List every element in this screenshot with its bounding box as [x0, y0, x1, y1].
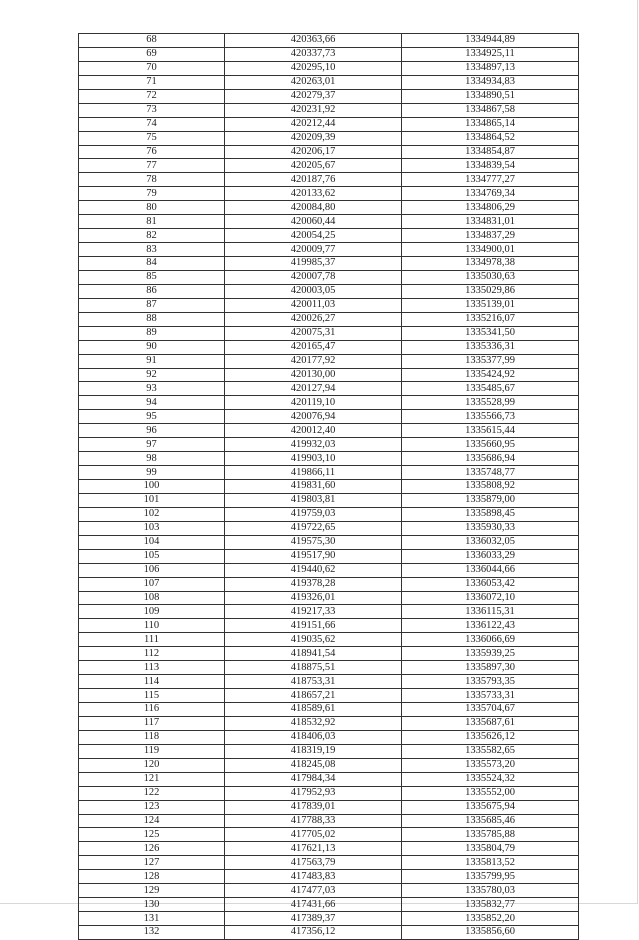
y-coordinate-cell: 1335748,77	[402, 466, 579, 480]
point-number-cell: 71	[79, 75, 225, 89]
x-coordinate-cell: 420084,80	[225, 201, 402, 215]
point-number-cell: 105	[79, 549, 225, 563]
x-coordinate-cell: 418753,31	[225, 675, 402, 689]
y-coordinate-cell: 1335660,95	[402, 438, 579, 452]
point-number-cell: 112	[79, 647, 225, 661]
point-number-cell: 118	[79, 730, 225, 744]
x-coordinate-cell: 417952,93	[225, 786, 402, 800]
y-coordinate-cell: 1335524,32	[402, 772, 579, 786]
table-row	[79, 270, 579, 284]
y-coordinate-cell: 1335686,94	[402, 452, 579, 466]
table-row	[79, 563, 579, 577]
x-coordinate-cell: 419722,65	[225, 521, 402, 535]
table-row	[79, 730, 579, 744]
x-coordinate-cell: 419903,10	[225, 452, 402, 466]
table-row	[79, 298, 579, 312]
y-coordinate-cell: 1334865,14	[402, 117, 579, 131]
table-row	[79, 884, 579, 898]
y-coordinate-cell: 1335898,45	[402, 507, 579, 521]
x-coordinate-cell: 419866,11	[225, 466, 402, 480]
point-number-cell: 109	[79, 605, 225, 619]
y-coordinate-cell: 1335566,73	[402, 410, 579, 424]
table-row	[79, 312, 579, 326]
table-row	[79, 466, 579, 480]
point-number-cell: 130	[79, 898, 225, 912]
x-coordinate-cell: 417477,03	[225, 884, 402, 898]
x-coordinate-cell: 420231,92	[225, 103, 402, 117]
y-coordinate-cell: 1334934,83	[402, 75, 579, 89]
y-coordinate-cell: 1335930,33	[402, 521, 579, 535]
point-number-cell: 114	[79, 675, 225, 689]
point-number-cell: 78	[79, 173, 225, 187]
table-row	[79, 131, 579, 145]
table-row	[79, 577, 579, 591]
point-number-cell: 123	[79, 800, 225, 814]
y-coordinate-cell: 1334944,89	[402, 34, 579, 48]
x-coordinate-cell: 419985,37	[225, 257, 402, 271]
table-row	[79, 619, 579, 633]
point-number-cell: 113	[79, 661, 225, 675]
x-coordinate-cell: 419517,90	[225, 549, 402, 563]
x-coordinate-cell: 420009,77	[225, 243, 402, 257]
x-coordinate-cell: 420054,25	[225, 229, 402, 243]
y-coordinate-cell: 1334806,29	[402, 201, 579, 215]
table-row	[79, 772, 579, 786]
point-number-cell: 131	[79, 912, 225, 926]
x-coordinate-cell: 417389,37	[225, 912, 402, 926]
point-number-cell: 101	[79, 493, 225, 507]
x-coordinate-cell: 420130,00	[225, 368, 402, 382]
table-row	[79, 61, 579, 75]
y-coordinate-cell: 1334777,27	[402, 173, 579, 187]
table-row	[79, 912, 579, 926]
y-coordinate-cell: 1335687,61	[402, 716, 579, 730]
point-number-cell: 115	[79, 689, 225, 703]
table-row	[79, 396, 579, 410]
table-row	[79, 340, 579, 354]
table-row	[79, 145, 579, 159]
table-row	[79, 159, 579, 173]
y-coordinate-cell: 1335804,79	[402, 842, 579, 856]
table-row	[79, 856, 579, 870]
coordinates-table-body	[79, 34, 579, 940]
y-coordinate-cell: 1335939,25	[402, 647, 579, 661]
point-number-cell: 83	[79, 243, 225, 257]
y-coordinate-cell: 1335341,50	[402, 326, 579, 340]
x-coordinate-cell: 420279,37	[225, 89, 402, 103]
x-coordinate-cell: 417984,34	[225, 772, 402, 786]
y-coordinate-cell: 1335139,01	[402, 298, 579, 312]
y-coordinate-cell: 1335852,20	[402, 912, 579, 926]
table-row	[79, 744, 579, 758]
point-number-cell: 127	[79, 856, 225, 870]
table-row	[79, 424, 579, 438]
table-row	[79, 243, 579, 257]
point-number-cell: 76	[79, 145, 225, 159]
point-number-cell: 117	[79, 716, 225, 730]
x-coordinate-cell: 420263,01	[225, 75, 402, 89]
point-number-cell: 73	[79, 103, 225, 117]
table-row	[79, 75, 579, 89]
table-row	[79, 452, 579, 466]
x-coordinate-cell: 420026,27	[225, 312, 402, 326]
point-number-cell: 99	[79, 466, 225, 480]
table-row	[79, 438, 579, 452]
y-coordinate-cell: 1335216,07	[402, 312, 579, 326]
x-coordinate-cell: 417621,13	[225, 842, 402, 856]
y-coordinate-cell: 1335336,31	[402, 340, 579, 354]
x-coordinate-cell: 419759,03	[225, 507, 402, 521]
table-row	[79, 828, 579, 842]
y-coordinate-cell: 1335733,31	[402, 689, 579, 703]
point-number-cell: 87	[79, 298, 225, 312]
point-number-cell: 70	[79, 61, 225, 75]
y-coordinate-cell: 1334831,01	[402, 215, 579, 229]
y-coordinate-cell: 1334978,38	[402, 257, 579, 271]
y-coordinate-cell: 1336053,42	[402, 577, 579, 591]
x-coordinate-cell: 419151,66	[225, 619, 402, 633]
point-number-cell: 128	[79, 870, 225, 884]
x-coordinate-cell: 419803,81	[225, 493, 402, 507]
point-number-cell: 89	[79, 326, 225, 340]
table-row	[79, 591, 579, 605]
y-coordinate-cell: 1334839,54	[402, 159, 579, 173]
table-row	[79, 716, 579, 730]
point-number-cell: 68	[79, 34, 225, 48]
point-number-cell: 75	[79, 131, 225, 145]
y-coordinate-cell: 1335377,99	[402, 354, 579, 368]
x-coordinate-cell: 420337,73	[225, 47, 402, 61]
y-coordinate-cell: 1335879,00	[402, 493, 579, 507]
x-coordinate-cell: 420177,92	[225, 354, 402, 368]
x-coordinate-cell: 417563,79	[225, 856, 402, 870]
y-coordinate-cell: 1336072,10	[402, 591, 579, 605]
x-coordinate-cell: 420212,44	[225, 117, 402, 131]
table-row	[79, 493, 579, 507]
y-coordinate-cell: 1334900,01	[402, 243, 579, 257]
y-coordinate-cell: 1334925,11	[402, 47, 579, 61]
y-coordinate-cell: 1335485,67	[402, 382, 579, 396]
x-coordinate-cell: 417356,12	[225, 926, 402, 940]
point-number-cell: 110	[79, 619, 225, 633]
point-number-cell: 95	[79, 410, 225, 424]
y-coordinate-cell: 1334769,34	[402, 187, 579, 201]
point-number-cell: 111	[79, 633, 225, 647]
point-number-cell: 80	[79, 201, 225, 215]
y-coordinate-cell: 1335813,52	[402, 856, 579, 870]
point-number-cell: 91	[79, 354, 225, 368]
x-coordinate-cell: 419831,60	[225, 480, 402, 494]
table-row	[79, 382, 579, 396]
x-coordinate-cell: 420076,94	[225, 410, 402, 424]
point-number-cell: 108	[79, 591, 225, 605]
point-number-cell: 90	[79, 340, 225, 354]
x-coordinate-cell: 418245,08	[225, 758, 402, 772]
table-row	[79, 368, 579, 382]
point-number-cell: 82	[79, 229, 225, 243]
x-coordinate-cell: 420012,40	[225, 424, 402, 438]
point-number-cell: 104	[79, 535, 225, 549]
x-coordinate-cell: 420075,31	[225, 326, 402, 340]
y-coordinate-cell: 1334897,13	[402, 61, 579, 75]
y-coordinate-cell: 1336066,69	[402, 633, 579, 647]
y-coordinate-cell: 1335582,65	[402, 744, 579, 758]
y-coordinate-cell: 1335626,12	[402, 730, 579, 744]
x-coordinate-cell: 419326,01	[225, 591, 402, 605]
x-coordinate-cell: 417788,33	[225, 814, 402, 828]
table-row	[79, 758, 579, 772]
y-coordinate-cell: 1335808,92	[402, 480, 579, 494]
y-coordinate-cell: 1335552,00	[402, 786, 579, 800]
point-number-cell: 92	[79, 368, 225, 382]
table-row	[79, 521, 579, 535]
point-number-cell: 121	[79, 772, 225, 786]
table-row	[79, 103, 579, 117]
point-number-cell: 116	[79, 703, 225, 717]
table-row	[79, 647, 579, 661]
x-coordinate-cell: 418941,54	[225, 647, 402, 661]
point-number-cell: 98	[79, 452, 225, 466]
x-coordinate-cell: 419217,33	[225, 605, 402, 619]
table-row	[79, 689, 579, 703]
y-coordinate-cell: 1335856,60	[402, 926, 579, 940]
point-number-cell: 102	[79, 507, 225, 521]
x-coordinate-cell: 420003,05	[225, 284, 402, 298]
point-number-cell: 96	[79, 424, 225, 438]
x-coordinate-cell: 417705,02	[225, 828, 402, 842]
point-number-cell: 84	[79, 257, 225, 271]
y-coordinate-cell: 1335030,63	[402, 270, 579, 284]
table-row	[79, 842, 579, 856]
y-coordinate-cell: 1334890,51	[402, 89, 579, 103]
coordinates-table	[78, 33, 579, 940]
y-coordinate-cell: 1336122,43	[402, 619, 579, 633]
table-row	[79, 215, 579, 229]
y-coordinate-cell: 1335785,88	[402, 828, 579, 842]
point-number-cell: 122	[79, 786, 225, 800]
y-coordinate-cell: 1334854,87	[402, 145, 579, 159]
y-coordinate-cell: 1335029,86	[402, 284, 579, 298]
point-number-cell: 88	[79, 312, 225, 326]
point-number-cell: 93	[79, 382, 225, 396]
y-coordinate-cell: 1334867,58	[402, 103, 579, 117]
y-coordinate-cell: 1336115,31	[402, 605, 579, 619]
table-row	[79, 201, 579, 215]
y-coordinate-cell: 1335793,35	[402, 675, 579, 689]
point-number-cell: 119	[79, 744, 225, 758]
table-row	[79, 480, 579, 494]
table-row	[79, 661, 579, 675]
point-number-cell: 125	[79, 828, 225, 842]
x-coordinate-cell: 420060,44	[225, 215, 402, 229]
x-coordinate-cell: 417839,01	[225, 800, 402, 814]
point-number-cell: 72	[79, 89, 225, 103]
x-coordinate-cell: 420363,66	[225, 34, 402, 48]
x-coordinate-cell: 418589,61	[225, 703, 402, 717]
table-row	[79, 703, 579, 717]
x-coordinate-cell: 420187,76	[225, 173, 402, 187]
point-number-cell: 81	[79, 215, 225, 229]
x-coordinate-cell: 420133,62	[225, 187, 402, 201]
y-coordinate-cell: 1334837,29	[402, 229, 579, 243]
x-coordinate-cell: 418657,21	[225, 689, 402, 703]
point-number-cell: 97	[79, 438, 225, 452]
point-number-cell: 120	[79, 758, 225, 772]
y-coordinate-cell: 1335615,44	[402, 424, 579, 438]
table-row	[79, 410, 579, 424]
x-coordinate-cell: 420295,10	[225, 61, 402, 75]
point-number-cell: 103	[79, 521, 225, 535]
table-row	[79, 605, 579, 619]
table-row	[79, 549, 579, 563]
x-coordinate-cell: 420205,67	[225, 159, 402, 173]
point-number-cell: 69	[79, 47, 225, 61]
x-coordinate-cell: 420011,03	[225, 298, 402, 312]
point-number-cell: 94	[79, 396, 225, 410]
table-row	[79, 34, 579, 48]
y-coordinate-cell: 1335573,20	[402, 758, 579, 772]
y-coordinate-cell: 1335780,03	[402, 884, 579, 898]
y-coordinate-cell: 1336033,29	[402, 549, 579, 563]
point-number-cell: 77	[79, 159, 225, 173]
table-row	[79, 870, 579, 884]
y-coordinate-cell: 1336044,66	[402, 563, 579, 577]
y-coordinate-cell: 1335704,67	[402, 703, 579, 717]
table-row	[79, 117, 579, 131]
table-row	[79, 89, 579, 103]
y-coordinate-cell: 1335897,30	[402, 661, 579, 675]
x-coordinate-cell: 419378,28	[225, 577, 402, 591]
point-number-cell: 74	[79, 117, 225, 131]
table-row	[79, 535, 579, 549]
x-coordinate-cell: 418532,92	[225, 716, 402, 730]
table-row	[79, 47, 579, 61]
table-row	[79, 173, 579, 187]
table-row	[79, 354, 579, 368]
point-number-cell: 100	[79, 480, 225, 494]
y-coordinate-cell: 1335685,46	[402, 814, 579, 828]
table-row	[79, 926, 579, 940]
x-coordinate-cell: 420165,47	[225, 340, 402, 354]
point-number-cell: 106	[79, 563, 225, 577]
x-coordinate-cell: 420127,94	[225, 382, 402, 396]
point-number-cell: 124	[79, 814, 225, 828]
point-number-cell: 132	[79, 926, 225, 940]
y-coordinate-cell: 1335528,99	[402, 396, 579, 410]
y-coordinate-cell: 1335424,92	[402, 368, 579, 382]
table-row	[79, 800, 579, 814]
y-coordinate-cell: 1335675,94	[402, 800, 579, 814]
x-coordinate-cell: 419932,03	[225, 438, 402, 452]
point-number-cell: 85	[79, 270, 225, 284]
x-coordinate-cell: 420209,39	[225, 131, 402, 145]
x-coordinate-cell: 418319,19	[225, 744, 402, 758]
x-coordinate-cell: 417483,83	[225, 870, 402, 884]
point-number-cell: 129	[79, 884, 225, 898]
table-row	[79, 257, 579, 271]
point-number-cell: 86	[79, 284, 225, 298]
table-row	[79, 786, 579, 800]
x-coordinate-cell: 420206,17	[225, 145, 402, 159]
y-coordinate-cell: 1335799,95	[402, 870, 579, 884]
table-row	[79, 507, 579, 521]
y-coordinate-cell: 1336032,05	[402, 535, 579, 549]
x-coordinate-cell: 417431,66	[225, 898, 402, 912]
table-row	[79, 284, 579, 298]
point-number-cell: 126	[79, 842, 225, 856]
table-row	[79, 814, 579, 828]
y-coordinate-cell: 1335832,77	[402, 898, 579, 912]
x-coordinate-cell: 420119,10	[225, 396, 402, 410]
x-coordinate-cell: 419575,30	[225, 535, 402, 549]
table-row	[79, 675, 579, 689]
x-coordinate-cell: 419035,62	[225, 633, 402, 647]
table-row	[79, 187, 579, 201]
point-number-cell: 107	[79, 577, 225, 591]
point-number-cell: 79	[79, 187, 225, 201]
table-row	[79, 633, 579, 647]
y-coordinate-cell: 1334864,52	[402, 131, 579, 145]
x-coordinate-cell: 418875,51	[225, 661, 402, 675]
x-coordinate-cell: 420007,78	[225, 270, 402, 284]
x-coordinate-cell: 419440,62	[225, 563, 402, 577]
x-coordinate-cell: 418406,03	[225, 730, 402, 744]
table-row	[79, 229, 579, 243]
table-row	[79, 326, 579, 340]
